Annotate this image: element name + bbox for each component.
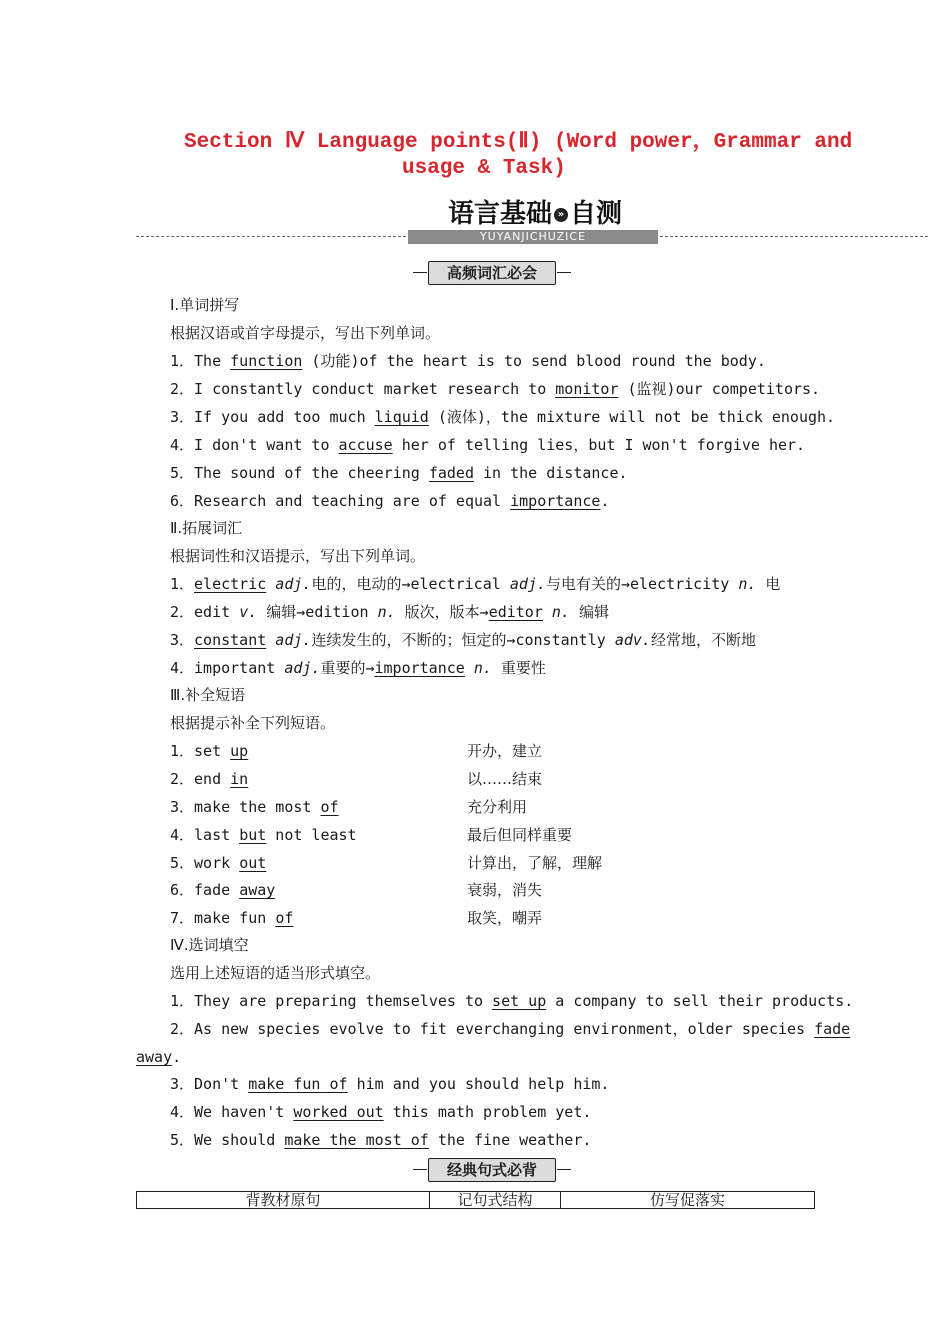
- phrase-meaning: 以……结束: [467, 770, 543, 788]
- answer: accuse: [338, 436, 393, 454]
- sentence-table: [136, 1191, 815, 1209]
- phrase-meaning: 取笑，嘲弄: [467, 909, 543, 927]
- part3-heading: Ⅲ.补全短语: [170, 686, 246, 704]
- list-item: 6．Research and teaching are of equal importance.: [170, 492, 610, 510]
- answer: up: [230, 742, 249, 760]
- phrase-meaning: 充分利用: [467, 798, 528, 816]
- list-item: 6．fade away: [170, 881, 276, 899]
- answer: worked out: [293, 1103, 384, 1121]
- part2-heading: Ⅱ.拓展词汇: [170, 519, 243, 537]
- answer: liquid: [374, 408, 429, 426]
- answer: constant: [194, 631, 267, 649]
- phrase-meaning: 衰弱，消失: [467, 881, 543, 899]
- answer: fade: [814, 1020, 851, 1038]
- answer: function: [230, 352, 303, 370]
- divider-right: [660, 236, 928, 237]
- section-label-vocab: 高频词汇必会: [428, 261, 556, 285]
- answer: electric: [194, 575, 267, 593]
- phrase-meaning: 最后但同样重要: [467, 826, 573, 844]
- answer: importance: [374, 659, 465, 677]
- answer: importance: [510, 492, 601, 510]
- section-label-sentences: 经典句式必背: [428, 1158, 556, 1182]
- divider-left: [136, 236, 406, 237]
- list-item: 2．edit v. 编辑→edition n. 版次，版本→editor n. 编辑: [170, 603, 609, 621]
- list-item: 4．We haven't worked out this math problem yet.: [170, 1103, 592, 1121]
- answer: but: [239, 826, 267, 844]
- list-item: 5．The sound of the cheering faded in the distance.: [170, 464, 628, 482]
- table-row: [137, 1192, 815, 1209]
- list-item: 4．last but not least: [170, 826, 357, 844]
- part1-instruction: 根据汉语或首字母提示，写出下列单词。: [170, 324, 441, 342]
- page-title: Section Ⅳ Language points(Ⅱ) (Word power，Grammar and: [184, 131, 853, 154]
- answer: editor: [488, 603, 543, 621]
- answer: in: [230, 770, 249, 788]
- page-title-continued: usage & Task): [402, 157, 566, 180]
- list-item: 4．I don't want to accuse her of telling lies，but I won't forgive her.: [170, 436, 806, 454]
- list-item: 3．make the most of: [170, 798, 339, 816]
- phrase-meaning: 计算出，了解，理解: [467, 854, 603, 872]
- answer: faded: [428, 464, 474, 482]
- answer: make fun of: [248, 1075, 348, 1093]
- list-item: 5．work out: [170, 854, 267, 872]
- answer: of: [320, 798, 339, 816]
- list-item: 2．I constantly conduct market research to monitor (监视)our competitors.: [170, 380, 821, 398]
- banner-subtitle: YUYANJICHUZICE: [479, 230, 587, 243]
- table-header: 背教材原句: [137, 1192, 430, 1209]
- list-item: 2．end in: [170, 770, 249, 788]
- list-item-continued: away.: [136, 1048, 182, 1066]
- part4-heading: Ⅳ.选词填空: [170, 936, 249, 954]
- list-item: 3．If you add too much liquid (液体)，the mixture will not be thick enough.: [170, 408, 836, 426]
- banner-title-left: 语言基础: [447, 199, 552, 229]
- answer: monitor: [555, 380, 619, 398]
- double-chevron-right-icon: »: [554, 208, 568, 222]
- list-item: 1．electric adj.电的，电动的→electrical adj.与电有关的→electricity n. 电: [170, 575, 781, 593]
- table-header: 仿写促落实: [561, 1192, 815, 1209]
- part1-heading: Ⅰ.单词拼写: [170, 296, 240, 314]
- table-header: 记句式结构: [430, 1192, 561, 1209]
- answer: of: [275, 909, 294, 927]
- answer: set up: [492, 992, 547, 1010]
- list-item: 2．As new species evolve to fit everchanging environment，older species fade: [170, 1020, 851, 1038]
- part2-instruction: 根据词性和汉语提示，写出下列单词。: [170, 547, 426, 565]
- list-item: 1．The function (功能)of the heart is to send blood round the body.: [170, 352, 766, 370]
- answer: away: [239, 881, 276, 899]
- list-item: 3．Don't make fun of him and you should help him.: [170, 1075, 610, 1093]
- answer: away: [136, 1048, 173, 1066]
- list-item: 3．constant adj.连续发生的，不断的；恒定的→constantly adv.经常地，不断地: [170, 631, 756, 649]
- list-item: 4．important adj.重要的→importance n. 重要性: [170, 659, 546, 677]
- list-item: 5．We should make the most of the fine weather.: [170, 1131, 592, 1149]
- answer: make the most of: [284, 1131, 429, 1149]
- banner-title-right: 自测: [570, 199, 623, 229]
- banner-title: [430, 198, 640, 230]
- list-item: 1．They are preparing themselves to set up a company to sell their products.: [170, 992, 854, 1010]
- list-item: 7．make fun of: [170, 909, 294, 927]
- list-item: 1．set up: [170, 742, 249, 760]
- part4-instruction: 选用上述短语的适当形式填空。: [170, 964, 381, 982]
- answer: out: [239, 854, 267, 872]
- phrase-meaning: 开办，建立: [467, 742, 543, 760]
- part3-instruction: 根据提示补全下列短语。: [170, 714, 336, 732]
